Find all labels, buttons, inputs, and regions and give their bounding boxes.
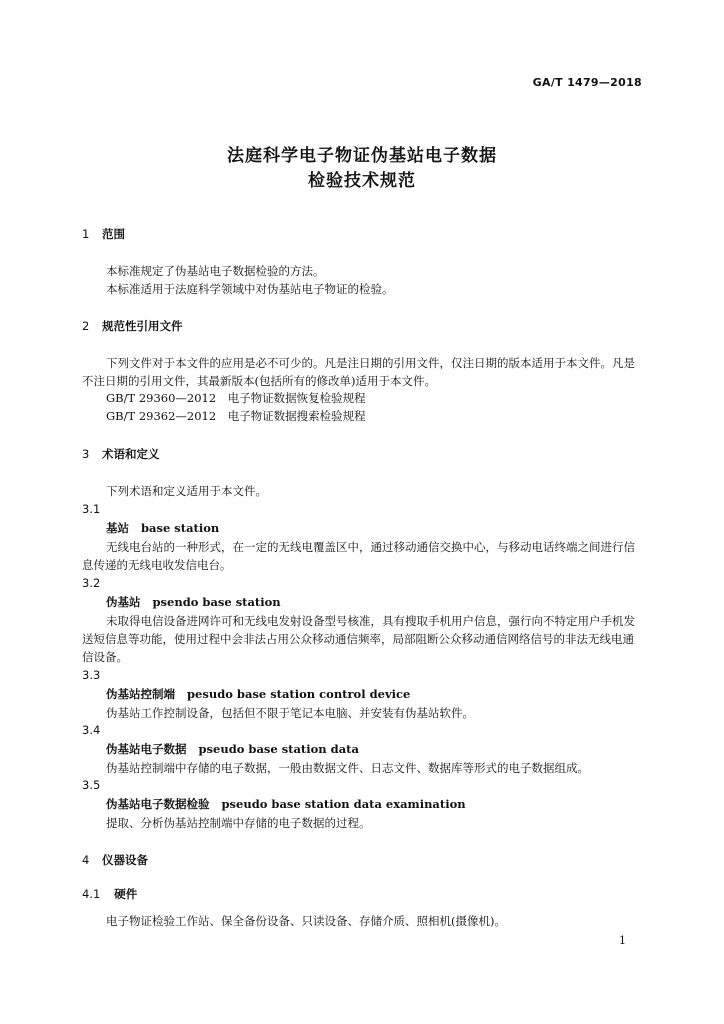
paragraph: 下列文件对于本文件的应用是必不可少的。凡是注日期的引用文件，仅注日期的版本适用于本文件。凡是不注日期的引用文件，其最新版本(包括所有的修改单)适用于本文件。 bbox=[82, 356, 635, 388]
term-en: pseudo base station data examination bbox=[221, 797, 466, 811]
term-number: 3.5 bbox=[82, 778, 101, 792]
term-number: 3.2 bbox=[82, 576, 101, 590]
document-title-line2: 检验技术规范 bbox=[308, 171, 416, 191]
paragraph: 本标准规定了伪基站电子数据检验的方法。 bbox=[106, 264, 325, 278]
section-title: 范围 bbox=[102, 227, 125, 241]
subsection-4-1-heading bbox=[82, 886, 137, 902]
term-cn: 伪基站电子数据检验 bbox=[106, 797, 210, 811]
term-heading bbox=[106, 594, 281, 610]
section-title: 规范性引用文件 bbox=[102, 319, 183, 333]
document-code: GA/T 1479—2018 bbox=[532, 76, 642, 89]
paragraph: 下列术语和定义适用于本文件。 bbox=[106, 484, 267, 498]
section-number: 4 bbox=[82, 853, 90, 867]
section-3-heading bbox=[82, 446, 160, 462]
normative-reference: GB/T 29362—2012 电子物证数据搜索检验规程 bbox=[106, 409, 366, 423]
term-cn: 伪基站 bbox=[106, 595, 141, 609]
term-definition: 提取、分析伪基站控制端中存储的电子数据的过程。 bbox=[106, 816, 371, 830]
term-heading bbox=[106, 686, 410, 702]
term-number: 3.4 bbox=[82, 723, 101, 737]
term-heading bbox=[106, 796, 466, 812]
section-title: 仪器设备 bbox=[102, 853, 148, 867]
term-cn: 伪基站控制端 bbox=[106, 687, 175, 701]
term-cn: 伪基站电子数据 bbox=[106, 742, 187, 756]
subsection-number: 4.1 bbox=[82, 887, 101, 901]
paragraph: 本标准适用于法庭科学领域中对伪基站电子物证的检验。 bbox=[106, 282, 394, 296]
document-title-line1: 法庭科学电子物证伪基站电子数据 bbox=[227, 146, 497, 166]
section-number: 2 bbox=[82, 319, 90, 333]
section-2-heading bbox=[82, 318, 183, 334]
section-number: 3 bbox=[82, 447, 90, 461]
section-number: 1 bbox=[82, 227, 90, 241]
term-number: 3.3 bbox=[82, 668, 101, 682]
term-en: base station bbox=[141, 521, 220, 535]
section-1-heading bbox=[82, 226, 125, 242]
term-definition: 伪基站控制端中存储的电子数据，一般由数据文件、日志文件、数据库等形式的电子数据组成。 bbox=[106, 761, 589, 775]
term-en: pseudo base station data bbox=[198, 742, 359, 756]
term-definition: 未取得电信设备进网许可和无线电发射设备型号核准，具有搜取手机用户信息，强行向不特定用户手机发送短信息等功能，使用过程中会非法占用公众移动通信频率，局部阻断公众移动通信网络信号的非法无线电通信设备。 bbox=[82, 614, 635, 664]
paragraph: 电子物证检验工作站、保全备份设备、只读设备、存储介质、照相机(摄像机)。 bbox=[106, 914, 506, 928]
subsection-title: 硬件 bbox=[114, 887, 138, 901]
page-number: 1 bbox=[619, 934, 626, 947]
normative-reference: GB/T 29360—2012 电子物证数据恢复检验规程 bbox=[106, 391, 366, 405]
term-heading bbox=[106, 741, 359, 757]
term-definition: 伪基站工作控制设备，包括但不限于笔记本电脑、并安装有伪基站软件。 bbox=[106, 706, 474, 720]
section-4-heading bbox=[82, 852, 148, 868]
term-en: psendo base station bbox=[152, 595, 281, 609]
section-title: 术语和定义 bbox=[102, 447, 160, 461]
term-en: pesudo base station control device bbox=[187, 687, 411, 701]
term-cn: 基站 bbox=[106, 521, 129, 535]
term-number: 3.1 bbox=[82, 502, 101, 516]
term-heading bbox=[106, 520, 219, 536]
term-definition: 无线电台站的一种形式，在一定的无线电覆盖区中，通过移动通信交换中心，与移动电话终端之间进行信息传递的无线电收发信电台。 bbox=[82, 540, 635, 572]
